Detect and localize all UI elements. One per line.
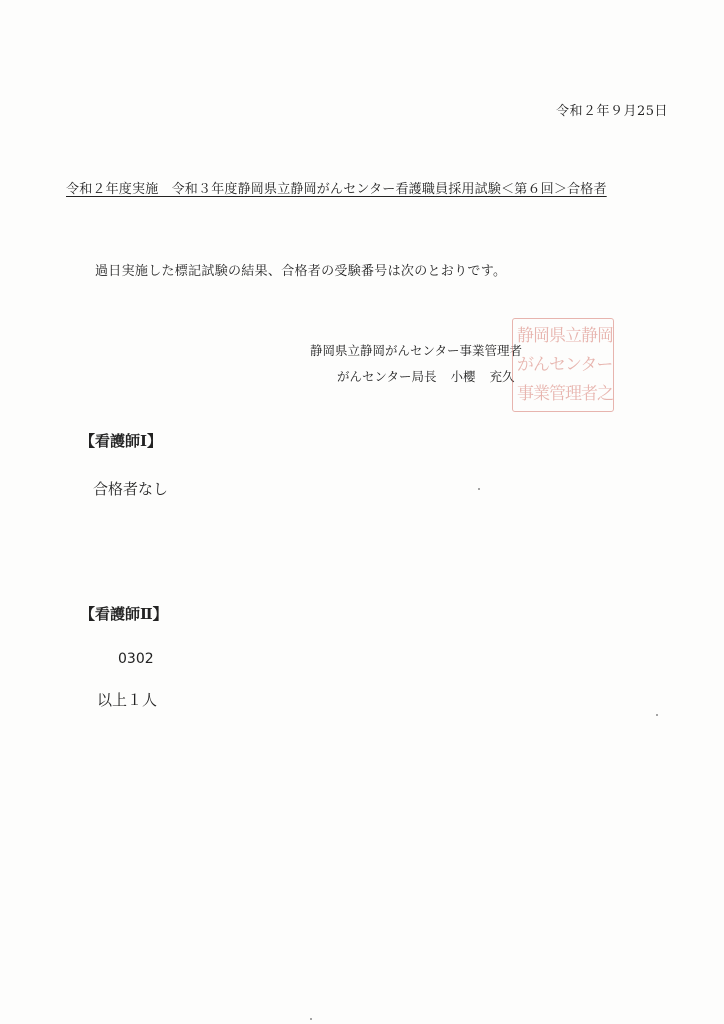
section-result-nurse-1: 合格者なし xyxy=(93,480,169,498)
exam-number: 0302 xyxy=(118,651,154,667)
issuer-position: がんセンター局長 xyxy=(337,369,437,384)
scan-speck xyxy=(310,1018,312,1020)
section-heading-nurse-2: 【看護師Ⅱ】 xyxy=(80,605,168,623)
official-seal xyxy=(512,318,614,412)
document-body: 過日実施した標記試験の結果、合格者の受験番号は次のとおりです。 xyxy=(95,264,507,279)
document-date: 令和２年９月25日 xyxy=(555,104,668,119)
issuer-given-name: 充久 xyxy=(489,369,515,384)
seal-text-row: 事業管理者之 xyxy=(517,384,613,404)
document-title: 令和２年度実施 令和３年度静岡県立静岡がんセンター看護職員採用試験＜第６回＞合格者 xyxy=(66,182,607,197)
issuer-signature-line xyxy=(310,364,522,390)
issuer-block xyxy=(310,338,522,390)
seal-text-row: がんセンター xyxy=(517,355,613,375)
section-total-nurse-2: 以上１人 xyxy=(97,691,158,709)
section-heading-nurse-1: 【看護師Ⅰ】 xyxy=(80,432,163,450)
scan-speck xyxy=(656,714,658,716)
issuer-family-name: 小櫻 xyxy=(450,369,476,384)
scan-speck xyxy=(478,488,480,490)
issuer-organization: 静岡県立静岡がんセンター事業管理者 xyxy=(310,343,523,358)
seal-text-row: 静岡県立静岡 xyxy=(517,326,613,346)
